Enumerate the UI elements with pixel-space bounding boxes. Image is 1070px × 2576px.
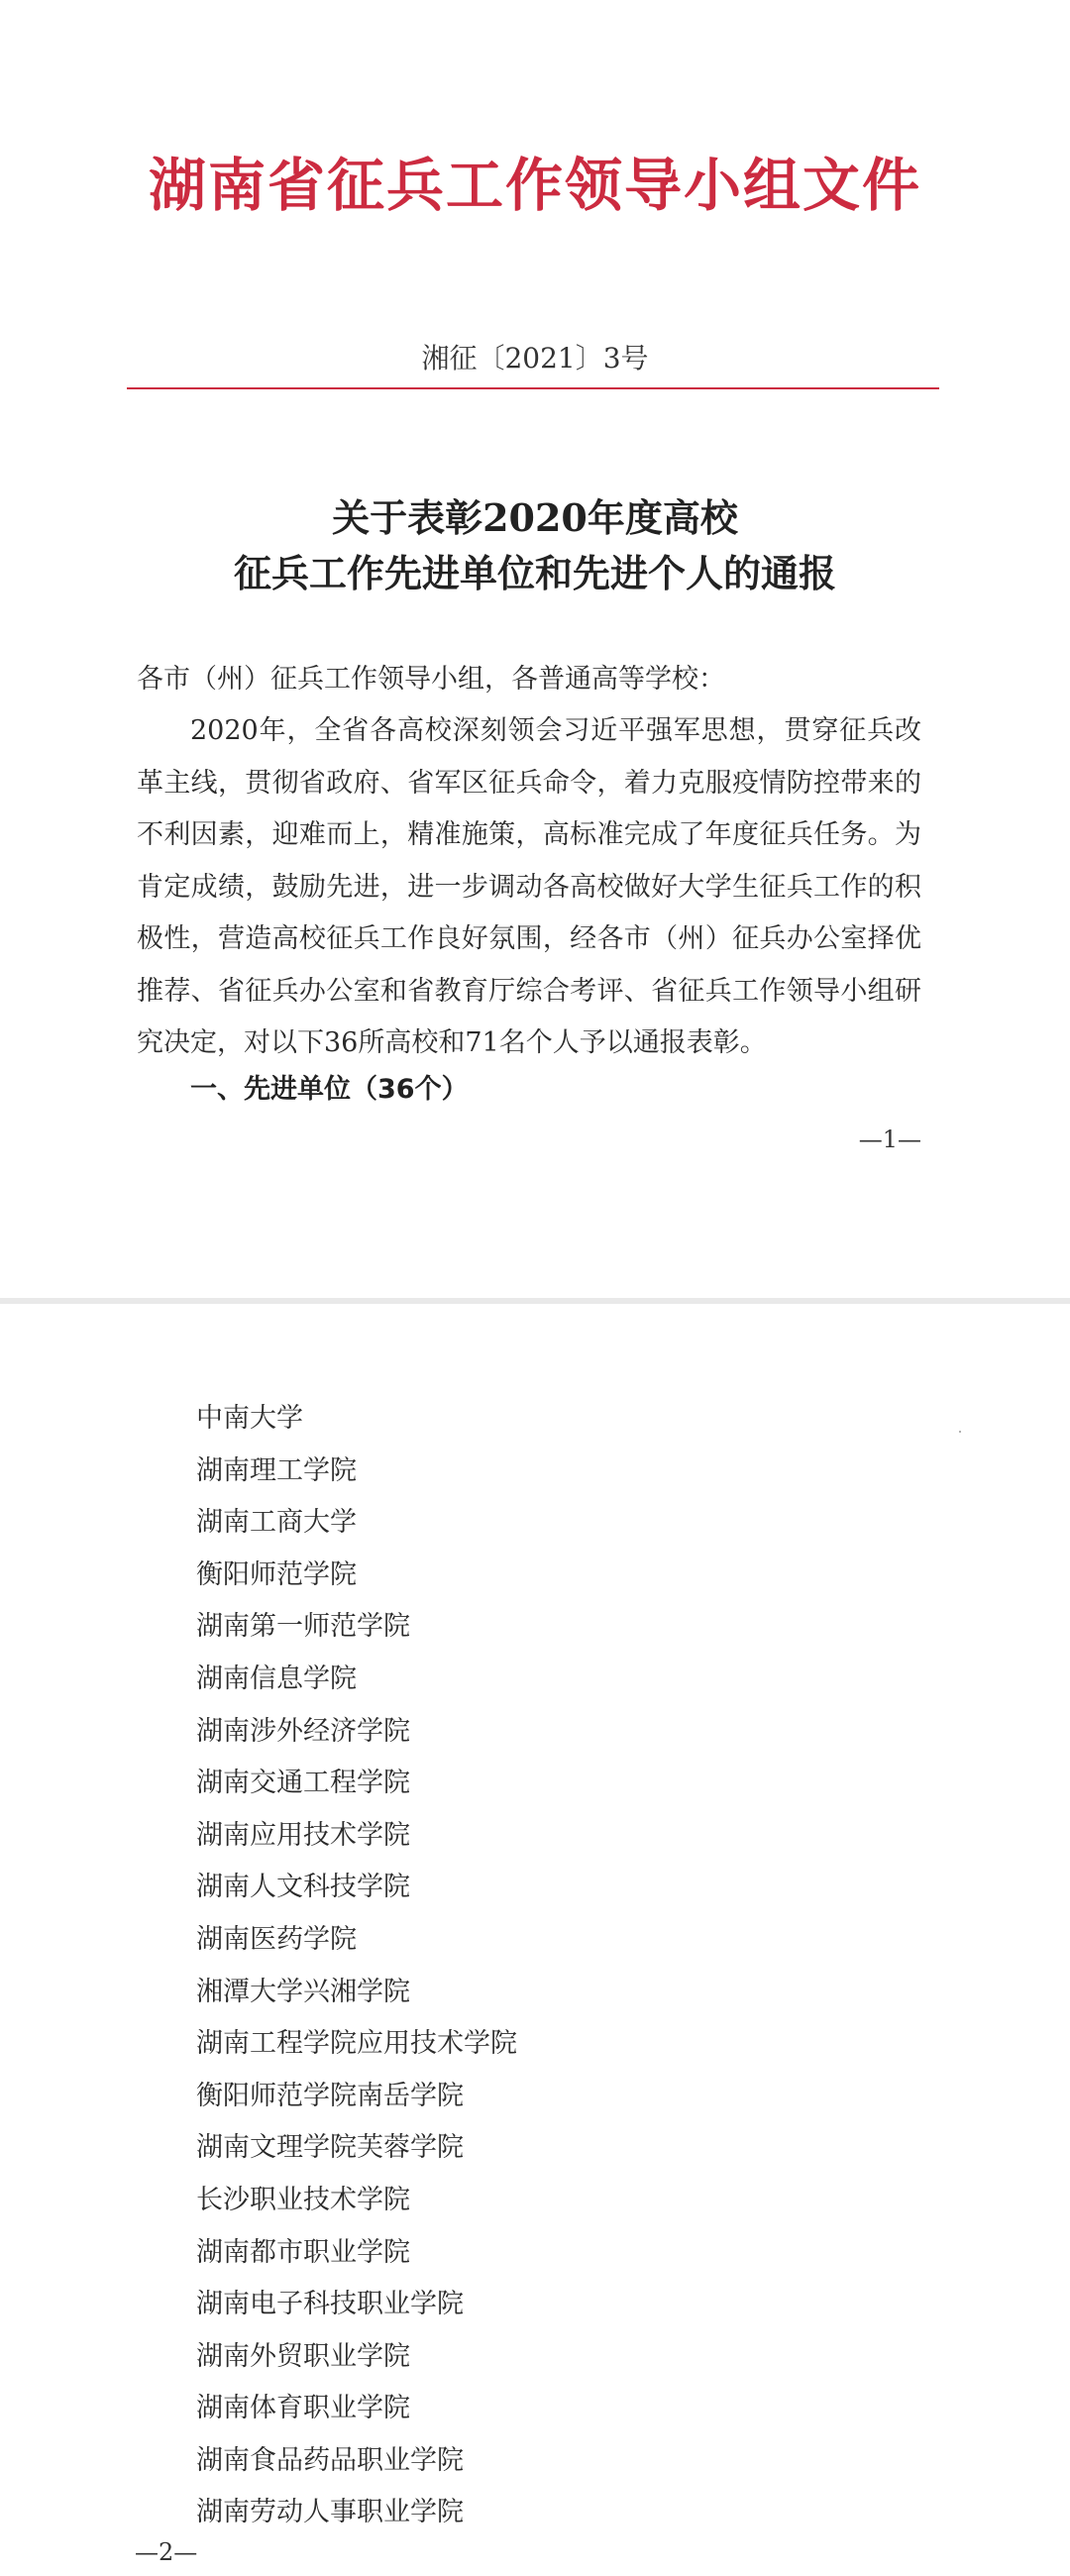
document-number: 湘征〔2021〕3号 bbox=[421, 342, 649, 375]
list-item: 中南大学 bbox=[196, 1403, 303, 1434]
list-item: 衡阳师范学院 bbox=[196, 1558, 357, 1590]
salutation: 各市（州）征兵工作领导小组，各普通高等学校： bbox=[137, 664, 725, 695]
list-item: 湖南电子科技职业学院 bbox=[196, 2289, 464, 2320]
list-item: 湖南信息学院 bbox=[196, 1663, 357, 1694]
list-item: 湖南应用技术学院 bbox=[196, 1819, 410, 1851]
list-item: 长沙职业技术学院 bbox=[196, 2184, 410, 2215]
list-item: 湖南理工学院 bbox=[196, 1454, 357, 1486]
list-item: 湖南涉外经济学院 bbox=[196, 1715, 410, 1747]
list-item: 湖南第一师范学院 bbox=[196, 1611, 410, 1643]
red-divider bbox=[127, 387, 939, 389]
document-page-2 bbox=[0, 1304, 1070, 2576]
document-title-line-1: 关于表彰2020年度高校 bbox=[332, 495, 738, 540]
list-item: 湖南劳动人事职业学院 bbox=[196, 2497, 464, 2528]
list-item: 湖南文理学院芙蓉学院 bbox=[196, 2132, 464, 2164]
page-number: —1— bbox=[858, 1126, 921, 1153]
section-heading: 一、先进单位（36个） bbox=[190, 1074, 469, 1105]
body-paragraph: 2020年，全省各高校深刻领会习近平强军思想，贯穿征兵改革主线，贯彻省政府、省军区征兵命令，着力克服疫情防控带来的不利因素，迎难而上，精准施策，高标准完成了年度征兵任务。为肯定成绩，鼓励先进，进一步调动各高校做好大学生征兵工作的积极性，营造高校征兵工作良好氛围，经各市（州）征兵办公室择优推荐、省征兵办公室和省教育厅综合考评、省征兵工作领导小组研究决定，对以下36所高校和71名个人予以通报表彰。 bbox=[137, 715, 921, 1058]
list-item: 湖南食品药品职业学院 bbox=[196, 2444, 464, 2476]
scan-speck bbox=[959, 1431, 961, 1433]
document-header: 湖南省征兵工作领导小组文件 bbox=[148, 152, 921, 219]
advanced-units-list bbox=[196, 1393, 517, 2539]
list-item: 湖南工程学院应用技术学院 bbox=[196, 2028, 517, 2060]
page-number: —2— bbox=[135, 2538, 198, 2566]
list-item: 湖南人文科技学院 bbox=[196, 1872, 410, 1903]
list-item: 湖南外贸职业学院 bbox=[196, 2340, 410, 2372]
list-item: 湖南工商大学 bbox=[196, 1507, 357, 1539]
list-item: 湖南体育职业学院 bbox=[196, 2393, 410, 2424]
list-item: 湖南都市职业学院 bbox=[196, 2236, 410, 2268]
document-title-line-2: 征兵工作先进单位和先进个人的通报 bbox=[233, 551, 836, 595]
list-item: 湖南医药学院 bbox=[196, 1923, 357, 1955]
list-item: 衡阳师范学院南岳学院 bbox=[196, 2080, 464, 2111]
list-item: 湖南交通工程学院 bbox=[196, 1768, 410, 1799]
list-item: 湘潭大学兴湘学院 bbox=[196, 1976, 410, 2007]
